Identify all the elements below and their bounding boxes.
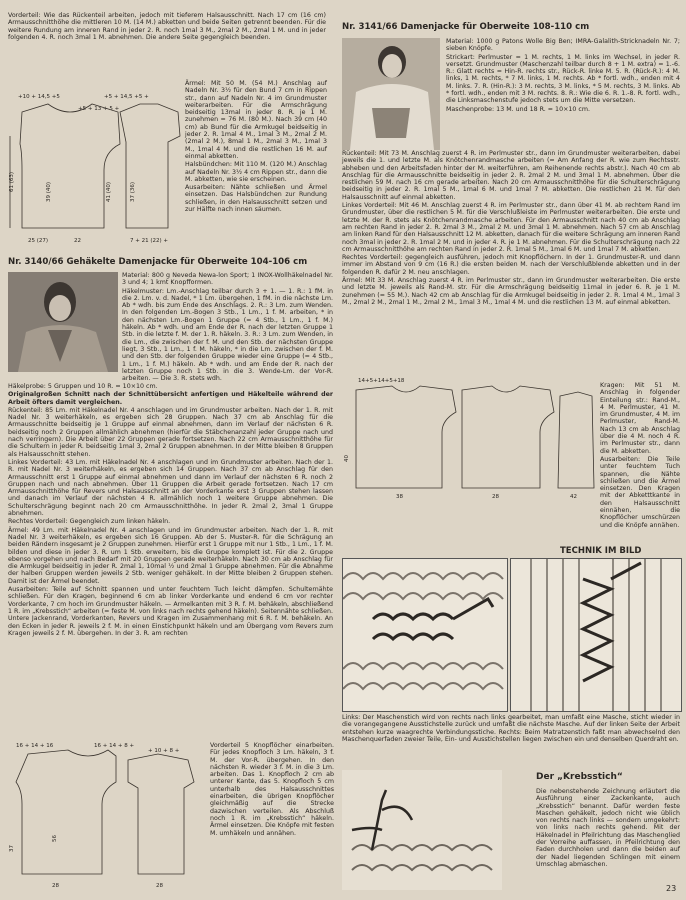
technik-image-right bbox=[510, 558, 682, 712]
svg-text:7 + 21 (22) +: 7 + 21 (22) + bbox=[130, 238, 168, 244]
svg-text:28: 28 bbox=[156, 883, 163, 889]
svg-text:14+5+14+5+18: 14+5+14+5+18 bbox=[358, 378, 405, 384]
svg-text:22: 22 bbox=[74, 238, 81, 244]
krebsstich-text: Die nebenstehende Zeichnung erläutert die Ausführung einer Zackenkante, auch „Krebsstich“ benannt. Dafür werden feste Maschen gehäkelt, jedoch nicht wie üblich von rechts nach links — sondern umgekehrt: von links nach rechts gehend. Mit der Häkelnadel in Pfeilrichtung das Maschenglied der Vorreihe auffassen, in Pfeilrichtung den Faden durchholen und dann die beiden auf der Nadel liegenden Schlingen mit einem Umschlag abmaschen. bbox=[536, 788, 680, 868]
photo-3141 bbox=[342, 38, 440, 150]
section-3140-cont: Vorderteil 5 Knopflöcher einarbeiten. Für jedes Knopfloch 3 Lm. häkeln, 3 f. M. der Vor-R. übergehen. In den nächsten R. wieder 3 f. M. in die 3 Lm. arbeiten. Das 1. Knopfloch 2 cm ab unterer Kante, das 5. Knopfloch 5 cm unterhalb des Halsausschnittes einarbeiten, die übrigen Knopflöcher gleichmäßig auf die Strecke dazwischen verteilen. Als Abschluß noch 1 R. im „Krebsstich“ häkeln. Ärmel einsetzen. Die Knöpfe mit festen M. umhäkeln und annähen. bbox=[210, 742, 334, 837]
svg-text:28: 28 bbox=[52, 883, 59, 889]
svg-text:+10 + 14,5 +5: +10 + 14,5 +5 bbox=[18, 94, 60, 100]
svg-text:38: 38 bbox=[396, 494, 403, 500]
title-3141: Nr. 3141/66 Damenjacke für Oberweite 108-110 cm bbox=[342, 22, 590, 32]
svg-text:28: 28 bbox=[492, 494, 499, 500]
section-3141-title-wrap bbox=[342, 22, 590, 34]
technik-caption: Links: Der Maschenstich wird von rechts nach links gearbeitet, man umfaßt eine Masche, sticht wieder in die vorangegangene Ausstichstelle zurück und umfaßt die nächste Masche. Auf der linken Seite der Arbeit entstehen kurze waagrechte Verbindungsstiche. Rechts: Beim Matratzenstich faßt man abwechselnd den Maschenquerfaden zweier Teile, Ein- und Ausstichstellen liegen zwischen ein und denselben Querdraht en. bbox=[342, 714, 680, 743]
krebsstich-image bbox=[342, 770, 502, 890]
section-3140-intro: Material: 800 g Neveda Newa-lon Sport; 1 INOX-Wollhäkelnadel Nr. 3 und 4; 1 kmt Knopfformen. Häkelmuster: Lm.-Anschlag teilbar durch 3 + 1. — 1. R.: 1 fM. in die 2. Lm. v. d. Nadel, * 1 Lm. übergehen, 1 fM. in die nächste Lm. Ab * wdh. bis zum Ende des Anschlags. 2. R.: 3 Lm. zum Wenden. In den folgenden Lm.-Bogen 3 Stb., 1 Lm., 1 f. M. arbeiten, * in den nächsten Lm.-Bogen 1 Gruppe (= 4 Stb., 1 Lm., 1 f. M.) häkeln. Ab * wdh. und am Ende der R. nach der letzten Gruppe 1 Stb. in die letzte f. M. der 1. R. häkeln. 3. R.: 3 Lm. zum Wenden, in die Lm., die zwischen der f. M. und den Stb. der nächsten Gruppe liegt, 3 Stb., 1 Lm., 1 f. M. häkeln, * in die Lm. zwischen der f. M. und den Stb. der folgenden Gruppe wieder eine Gruppe (= 4 Stb., 1 Lm., 1 f. M.) häkeln. Ab * wdh. und am Ende der R. nach der letzten Gruppe noch 1 Stb. in die 3. Wende-Lm. der Vor-R. arbeiten. — Die 3. R. stets wdh. bbox=[122, 272, 333, 383]
section-3140-header bbox=[8, 257, 333, 269]
technik-title: TECHNIK IM BILD bbox=[560, 546, 642, 556]
section-3141-kragen: Kragen: Mit 51 M. Anschlag in folgender Einteilung str.: Rand-M., 4 M. Perlmuster, 41 M. im Grundmuster, 4 M. im Perlmuster, Rand-M. Nach 13 cm ab Anschlag über die 4 M. noch 4 R. im Perlmuster str., dann die M. abketten. Ausarbeiten: Die Teile unter feuchtem Tuch spannen, die Nähte schließen und die Ärmel einsetzen. Den Kragen mit der Abketttkante in den Halsausschnitt einnähen, die Knopflöcher umschürzen und die Knöpfe annähen. bbox=[600, 382, 680, 529]
svg-text:+5 + 14,5 +5 +: +5 + 14,5 +5 + bbox=[104, 94, 149, 100]
pattern-diagram-top bbox=[8, 92, 186, 250]
section-3140-body: Häkelprobe: 5 Gruppen und 10 R. = 10×10 cm. Originalgroßen Schnitt nach der Schnittübersicht anfertigen und Häkelteile während der Arbeit öfters damit vergleichen. Rückenteil: 85 Lm. mit Häkelnadel Nr. 4 anschlagen und im Grundmuster arbeiten. Nach der 1. R. mit Nadel Nr. 3 weiterhäkeln, es ergeben sich 28 Gruppen. Nach 37 cm ab Anschlag für die Armausschnitte beidseitig je 1 Gruppe auf einmal abnehmen, dann im Verlauf der nächsten 6 R. beidseitig noch 2 Gruppen allmählich abnehmen (hierfür die Stäbchenanzahl jeder Gruppe nach und nach verringern). Die Arbeit über 22 Gruppen gerade fortsetzen. Nach 22 cm Armausschnitthöhe für die Schultern in jeder R. beidseitig 1mal 3, 2mal 2 Gruppen abnehmen. In der Mitte bleiben 8 Gruppen als Halsausschnitt stehen. Linkes Vorderteil: 43 Lm. mit Häkelnadel Nr. 4 anschlagen und im Grundmuster arbeiten. Nach der 1. R. mit Nadel Nr. 3 weiterhäkeln, es ergeben sich 14 Gruppen. Nach 37 cm ab Anschlag für den Armausschnitt erst 1 Gruppe auf einmal abnehmen und dann im Verlauf der nächsten 6 R. noch 2 Gruppen nach und nach abnehmen. Über 11 Gruppen die Arbeit gerade fortsetzen. Nach 17 cm Armausschnitthöhe für Revers und Halsausschnitt an der Vorderkante erst 3 Gruppen stehen lassen und danach im Verlauf der nächsten 4 R. allmählich noch 1 weitere Gruppe abnehmen. Die Schulterschrägung beginnt nach 20 cm Armausschnitthöhe. In jeder R. 2mal 2, 3mal 1 Gruppe abnehmen. Rechtes Vorderteil: Gegengleich zum linken häkeln. Ärmel: 49 Lm. mit Häkelnadel Nr. 4 anschlagen und im Grundmuster arbeiten. Nach der 1. R. mit Nadel Nr. 3 weiterhäkeln, es ergeben sich 16 Gruppen. Ab der 5. Muster-R. für die Schrägung an beiden Rändern insgesamt je 2 Gruppen zunehmen. Hierfür erst 1 Gruppe mit nur 1 Stb., 1 Lm., 1 f. M. bilden und diese in jeder 3. R. um 1 Stb. erweitern, bis die Gruppe komplett ist. Für die 2. Gruppe ebenso vorgehen und nach Bedarf mit 20 Gruppen gerade weiterhäkeln. Nach 30 cm ab Anschlag für die Armkugel beidseitig in jeder R. 2mal 1, 10mal ½ und 2mal 1 Gruppe abnehmen. Für die Abnahme der halben Gruppen werden jeweils 2 Stb. weniger gehäkelt. In der Mitte bleiben 2 Gruppen stehen. Damit ist der Ärmel beendet. Ausarbeiten: Teile auf Schnitt spannen und unter feuchtem Tuch leicht dämpfen. Schulternähte schließen. Für den Kragen, beginnend 6 cm ab linker Vorderkante und endend 6 cm vor rechter Vorderkante, 7 cm hoch im Grundmuster häkeln. — Armelkanten mit 3 R. f. M. behäkeln, abschließend 1 R. im „Krebsstich“ arbeiten (= feste M. von links nach rechts gehend häkeln). Seitennähte schließen. Untere Jackenrand, Vorderkanten, Revers und Kragen im Zusammenhang mit 6 R. f. M. behäkeln. An den Ecken in jeder R. jeweils 2 f. M. in einen Einstichpunkt häkeln und am Übergang vom Revers zum Kragen jeweils 2 f. M. übergehen. In der 3. R. am rechten bbox=[8, 383, 333, 637]
svg-text:16 + 14 + 8 +: 16 + 14 + 8 + bbox=[94, 743, 135, 749]
svg-text:56: 56 bbox=[52, 835, 58, 842]
page-number: 23 bbox=[666, 884, 677, 893]
svg-text:+5 + 13 + 5 +: +5 + 13 + 5 + bbox=[78, 106, 120, 112]
svg-text:61 (63): 61 (63) bbox=[9, 171, 15, 192]
svg-text:37 (36): 37 (36) bbox=[130, 181, 136, 202]
svg-text:41 (40): 41 (40) bbox=[106, 181, 112, 202]
svg-text:+ 10 + 8 +: + 10 + 8 + bbox=[148, 748, 180, 754]
pattern-diagram-mid bbox=[342, 376, 598, 501]
aermel-text: Ärmel: Mit 50 M. (54 M.) Anschlag auf Nadeln Nr. 3½ für den Bund 7 cm in Rippen str., dann auf Nadeln Nr. 4 im Grundmuster weiterarbeiten. Für die Armschrägung beidseitig 13mal in jeder 8. R. je 1 M. zunehmen = 76 M. (80 M.). Nach 39 cm (40 cm) ab Bund für die Armkugel beidseitig in jeder 2. R. 1mal 4 M., 1mal 3 M., 2mal 2 M. (2mal 2 M.), 8mal 1 M., 2mal 3 M., 1mal 3 M., 1mal 4 M. und die restlichen 16 M. auf einmal abketten. Halsbündchen: Mit 110 M. (120 M.) Anschlag auf Nadeln Nr. 3½ 4 cm Rippen str., dann die M. abketten, wie sie erscheinen. Ausarbeiten: Nähte schließen und Ärmel einsetzen. Das Halsbündchen zur Rundung schließen, in den Halsausschnitt setzen und zur Hälfte nach innen säumen. bbox=[185, 80, 327, 214]
technik-image-left bbox=[342, 558, 508, 712]
svg-text:16 + 14 + 16: 16 + 14 + 16 bbox=[16, 743, 54, 749]
section-3141-body: Rückenteil: Mit 73 M. Anschlag zuerst 4 R. im Perlmuster str., dann im Grundmuster weiterarbeiten, dabei jeweils die 1. und letzte M. als Knötchenrandmasche arbeiten (= Am Anfang der R. wie zum Rechtsstr. abheben und den Arbeitsfaden hinter der M. weiterführen, am Reihenende rechts abstr.). Nach 40 cm ab Anschlag für die Armausschnitte beidseitig in jeder 2. R. 2mal 2 M. und 3mal 1 M. abnehmen. Über die restlichen 59 M. nach 16 cm gerade arbeiten. Nach 20 cm Armausschnitthöhe für die Schulterschrägung beidseitig in jeder 2. R. 1mal 5 M., 1mal 6 M. und 1mal 7 M. abketten. Die restlichen 21 M. für den Halsausschnitt auf einmal abketten. Linkes Vorderteil: Mit 46 M. Anschlag zuerst 4 R. im Perlmuster str., dann über 41 M. ab rechtem Rand im Grundmuster, über die restlichen 5 M. für die Verschlußleiste im Perlmuster weiterarbeiten. Die erste und letzte M. der R. stets als Knötchenrandmasche arbeiten. Für den Armausschnitt nach 40 cm ab Anschlag am rechten Rand in jeder 2. R. 2mal 3 M., 2mal 2 M. und 3mal 1 M. abnehmen. Nach 57 cm ab Anschlag am linken Rand für den Halsausschnitt 12 M. abketten, danach für die weitere Schrägung am inneren Rand noch 3mal in jeder 2. R. 1mal 2 M. und in jeder 4. R. je 1 M. abnehmen. Für die Schulterschrägung nach 22 cm Armausschnitthöhe am rechten Rand in jeder 2. R. 1mal 5 M., 1mal 6 M. und 1mal 7 M. abketten. Rechtes Vorderteil: gegengleich ausführen, jedoch mit Knopflöchern. In der 1. Grundmuster-R. und dann immer im Abstand von 9 cm (16 R.) die ersten beiden M. nach der Verschlußblende abketten und in der folgenden R. dafür 2 M. neu anschlagen. Ärmel: Mit 33 M. Anschlag zuerst 4 R. im Perlmuster str., dann im Grundmuster weiterarbeiten. Die erste und letzte M. jeweils als Rand-M. str. Für die Armschrägung beidseitig 11mal in jeder 6. R. je 1 M. zunehmen (= 55 M.). Nach 42 cm ab Anschlag für die Armkugel beidseitig in jeder 2. R. 1mal 4 M., 1mal 3 M., 2mal 2 M., 2mal 1 M., 2mal 2 M., 1mal 3 M., 1mal 4 M. und die restlichen 13 M. auf einmal abketten. bbox=[342, 150, 680, 306]
title-3140: Nr. 3140/66 Gehäkelte Damenjacke für Oberweite 104-106 cm bbox=[8, 257, 308, 267]
svg-text:39 (40): 39 (40) bbox=[46, 181, 52, 202]
left-top-text bbox=[8, 12, 326, 42]
svg-text:37: 37 bbox=[9, 845, 15, 852]
photo-3140 bbox=[8, 272, 118, 372]
section-3141-intro: Material: 1000 g Patons Wolle Big Ben; IMRA-Galalith-Stricknadeln Nr. 7; sieben Knöpfe. Strickart: Perlmuster = 1 M. rechts, 1 M. links im Wechsel, in jeder R. versetzt. Grundmuster (Maschenzahl teilbar durch 8 + 1 M. extra) = 1.-6. R.: Glatt rechts = Hin-R. rechts str., Rück-R. linke M. 5. R. (Rück-R.): 4 M. links, 1 M. rechts, * 7 M. links, 1 M. rechts. Ab * fortl. wdh., enden mit 4 M. links. 7. R. (Hin-R.): 3 M. rechts, 3 M. links, * 5 M. rechts, 3 M. links. Ab * fortl. wdh., enden mit 3 M. rechts. 8. R.: Wie die 6. R. 1.-8. R. fortl. wdh., die Linksmaschenstufe jedoch stets um die Mitte versetzen. Maschenprobe: 13 M. und 18 R. = 10×10 cm. bbox=[446, 38, 680, 113]
pattern-diagram-bottom bbox=[8, 742, 208, 892]
svg-text:42: 42 bbox=[570, 494, 577, 500]
vorderteil-paragraph: Vorderteil: Wie das Rückenteil arbeiten, jedoch mit tieferem Halsausschnitt. Nach 17 cm (16 cm) Armausschnitthöhe die mittleren 10 M. (14 M.) abketten und beide Seiten getrennt beenden. Für die weitere Rundung am inneren Rand in jeder 2. R. noch 1mal 3 M., 2mal 2 M., 2mal 1 M. und in jeder folgenden 4. R. noch 3mal 1 M. abnehmen. Die andere Seite gegengleich beenden. bbox=[8, 12, 326, 41]
svg-text:25 (27): 25 (27) bbox=[28, 238, 49, 244]
svg-text:40: 40 bbox=[344, 455, 350, 462]
krebsstich-title: Der „Krebsstich“ bbox=[536, 772, 623, 782]
